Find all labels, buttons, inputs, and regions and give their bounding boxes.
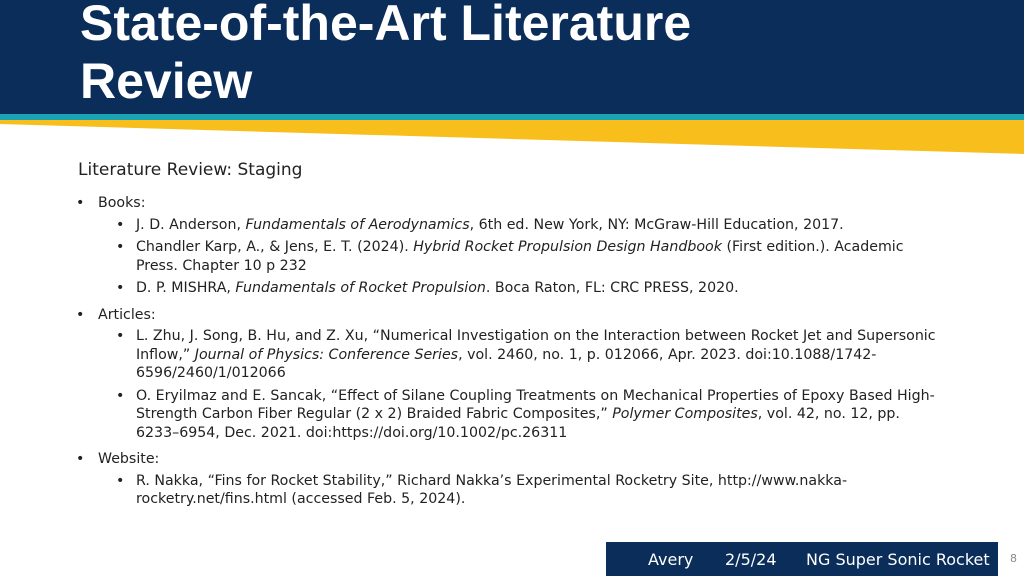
ref-title: Fundamentals of Rocket Propulsion bbox=[235, 280, 486, 296]
reference-item bbox=[98, 387, 936, 443]
ref-text: Chandler Karp, A., & Jens, E. T. (2024). bbox=[136, 239, 414, 255]
footer-bar bbox=[606, 542, 998, 576]
reference-item bbox=[98, 238, 936, 275]
ref-text: R. Nakka, “Fins for Rocket Stability,” Richard Nakka’s Experimental Rocketry Site, http://www.nakka-rocketry.net/fins.html (accessed Feb. 5, 2024). bbox=[136, 472, 848, 507]
books-list bbox=[98, 216, 936, 298]
decorative-stripe bbox=[0, 114, 1024, 156]
ref-text: D. P. MISHRA, bbox=[136, 280, 236, 296]
ref-text: , vol. 2460, no. 1, p. 012066, Apr. 2023. doi:10.1088/1742-6596/2460/1/012066 bbox=[136, 346, 877, 381]
ref-text: (First edition.). Academic Press. Chapter 10 p 232 bbox=[136, 239, 904, 274]
title-line-1: State-of-the-Art Literature bbox=[80, 0, 692, 51]
reference-item bbox=[98, 279, 936, 298]
footer-project: NG Super Sonic Rocket bbox=[806, 550, 990, 569]
gold-stripe bbox=[0, 120, 1024, 154]
ref-text: L. Zhu, J. Song, B. Hu, and Z. Xu, “Numerical Investigation on the Interaction between Rocket Jet and Supersonic Inflow,” bbox=[136, 328, 936, 363]
ref-title: Polymer Composites bbox=[612, 406, 758, 422]
title-banner bbox=[0, 0, 1024, 118]
reference-list bbox=[76, 194, 936, 517]
website-list bbox=[98, 472, 936, 509]
section-subtitle: Literature Review: Staging bbox=[78, 160, 303, 180]
section-heading: Website: bbox=[98, 451, 160, 467]
footer-date: 2/5/24 bbox=[725, 550, 777, 569]
page-number: 8 bbox=[1010, 552, 1017, 565]
reference-item bbox=[98, 216, 936, 235]
reference-item bbox=[98, 472, 936, 509]
ref-text: . Boca Raton, FL: CRC PRESS, 2020. bbox=[485, 280, 739, 296]
section-articles bbox=[76, 306, 936, 443]
reference-sections bbox=[76, 194, 936, 509]
teal-stripe bbox=[0, 114, 1024, 120]
ref-text: J. D. Anderson, bbox=[136, 216, 246, 233]
section-website bbox=[76, 450, 936, 509]
ref-title: Journal of Physics: Conference Series bbox=[194, 346, 459, 363]
ref-text: , 6th ed. New York, NY: McGraw-Hill Education, 2017. bbox=[469, 216, 844, 233]
ref-title: Hybrid Rocket Propulsion Design Handbook bbox=[413, 239, 722, 255]
footer-author: Avery bbox=[648, 550, 694, 569]
articles-list bbox=[98, 327, 936, 442]
section-heading: Articles: bbox=[98, 306, 156, 323]
section-books bbox=[76, 194, 936, 298]
ref-text: O. Eryilmaz and E. Sancak, “Effect of Silane Coupling Treatments on Mechanical Properties of Epoxy Based High-Strength Carbon Fiber Regular (2 x 2) Braided Fabric Composites,” bbox=[136, 387, 935, 422]
title-line-2: Review bbox=[80, 53, 253, 109]
reference-item bbox=[98, 327, 936, 383]
page-title bbox=[80, 0, 980, 110]
section-heading: Books: bbox=[98, 195, 146, 211]
ref-text: , vol. 42, no. 12, pp. 6233–6954, Dec. 2021. doi:https://doi.org/10.1002/pc.26311 bbox=[136, 406, 900, 441]
ref-title: Fundamentals of Aerodynamics bbox=[245, 216, 470, 233]
